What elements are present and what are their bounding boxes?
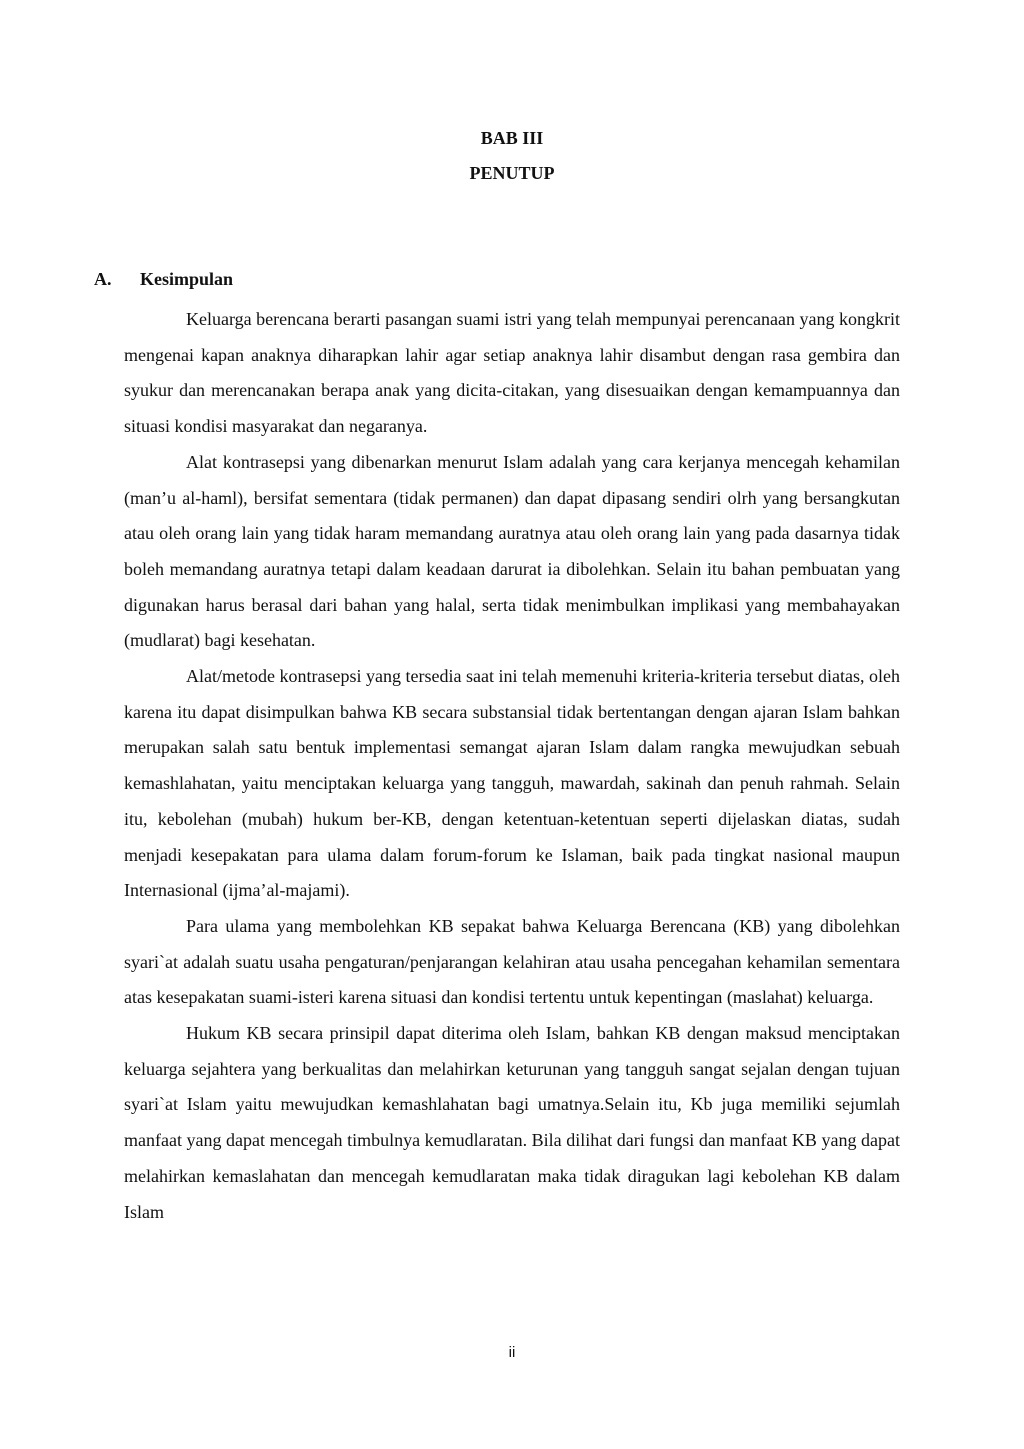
section-letter: A. xyxy=(94,269,112,289)
section-heading xyxy=(94,267,233,291)
paragraph: Para ulama yang membolehkan KB sepakat bahwa Keluarga Berencana (KB) yang dibolehkan syari`at adalah suatu usaha pengaturan/penjarangan kelahiran atau usaha pencegahan kehamilan sementara atas kesepakatan suami-isteri karena situasi dan kondisi tertentu untuk kepentingan (maslahat) keluarga. xyxy=(124,915,900,1008)
paragraph: Alat/metode kontrasepsi yang tersedia saat ini telah memenuhi kriteria-kriteria tersebut diatas, oleh karena itu dapat disimpulkan bahwa KB secara substansial tidak bertentangan dengan ajaran Islam bahkan merupakan salah satu bentuk implementasi semangat ajaran Islam dalam rangka mewujudkan sebuah kemashlahatan, yaitu menciptakan keluarga yang tangguh, mawardah, sakinah dan penuh rahmah. Selain itu, kebolehan (mubah) hukum ber-KB, dengan ketentuan-ketentuan seperti dijelaskan diatas, sudah menjadi kesepakatan para ulama dalam forum-forum ke Islaman, baik pada tingkat nasional maupun Internasional (ijma’al-majami). xyxy=(124,666,900,901)
paragraph: Alat kontrasepsi yang dibenarkan menurut Islam adalah yang cara kerjanya mencegah kehamilan (man’u al-haml), bersifat sementara (tidak permanen) dan dapat dipasang sendiri olrh yang bersangkutan atau oleh orang lain yang tidak haram memandang auratnya atau oleh orang lain yang pada dasarnya tidak boleh memandang auratnya tetapi dalam keadaan darurat ia dibolehkan. Selain itu bahan pembuatan yang digunakan harus berasal dari bahan yang halal, serta tidak menimbulkan implikasi yang membahayakan (mudlarat) bagi kesehatan. xyxy=(124,451,900,651)
page-number: ii xyxy=(508,1344,516,1361)
body-text xyxy=(124,302,900,1230)
section-title: Kesimpulan xyxy=(140,269,234,289)
paragraph: Keluarga berencana berarti pasangan suami istri yang telah mempunyai perencanaan yang kongkrit mengenai kapan anaknya diharapkan lahir agar setiap anaknya lahir disambut dengan rasa gembira dan syukur dan merencanakan berapa anak yang dicita-citakan, yang disesuaikan dengan kemampuannya dan situasi kondisi masyarakat dan negaranya. xyxy=(124,309,900,437)
paragraph: Hukum KB secara prinsipil dapat diterima oleh Islam, bahkan KB dengan maksud menciptakan keluarga sejahtera yang berkualitas dan melahirkan keturunan yang tangguh sangat sejalan dengan tujuan syari`at Islam yaitu mewujudkan kemashlahatan bagi umatnya.Selain itu, Kb juga memiliki sejumlah manfaat yang dapat mencegah timbulnya kemudlaratan. Bila dilihat dari fungsi dan manfaat KB yang dapat melahirkan kemaslahatan dan mencegah kemudlaratan maka tidak diragukan lagi kebolehan KB dalam Islam xyxy=(124,1023,900,1222)
chapter-label: BAB III xyxy=(480,128,544,148)
chapter-title: PENUTUP xyxy=(469,163,555,183)
